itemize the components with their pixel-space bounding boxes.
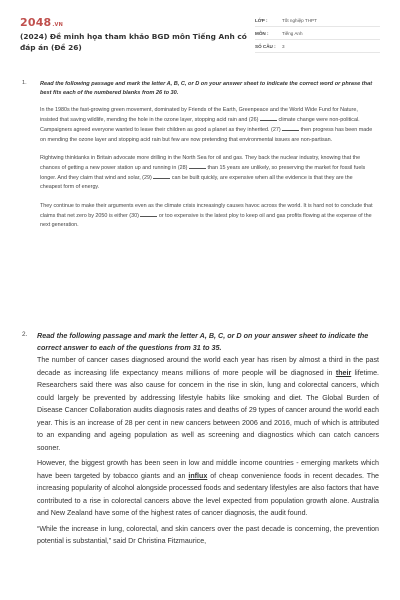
question-number: 2. [22,331,28,338]
passage-text: or too expensive is the latest ploy to keep oil and gas profits flowing at the expense of the next generation. [40,212,372,229]
blank-30 [140,211,157,217]
question-body [40,80,375,230]
question-instruction: Read the following passage and mark the letter A, B, C, or D on your answer sheet to indicate the correct answer to each of the questions from 31 to 35. [37,331,369,352]
passage-text: climate change were non-political. Campaigners agreed everyone wanted to leave their children as good a planet as they inherited. (27) [40,117,360,134]
meta-row-count [255,40,380,53]
passage-paragraph [37,354,379,454]
blank-28 [189,163,206,169]
site-logo[interactable] [20,16,63,29]
meta-table [255,14,380,53]
passage-paragraph: “While the increase in lung, colorectal, and skin cancers over the past decade is concerning, the prevention potential is substantial,” said Dr Christina Fitzmaurice, [37,524,379,546]
passage-text: then progress has been made on mending the ozone layer and stopping acid rain but few are now pretending that environmental issues are non-partisan. [40,127,373,143]
passage-text: of cheap convenience foods in recent decades. The increasing popularity of alcohol alongside processed foods and sedentary lifestyles are also factors that have contributed to a rise in colorectal cancers above the level expected from population growth alone. Australia and New Zealand have some of the highest rates of cancer diagnosis, the audit found. [37,471,379,518]
meta-row-class [255,14,380,27]
passage-text: In the 1980s the fast-growing green movement, dominated by Friends of the Earth, Greenpeace and the World Wide Fund for Nature, insisted that saving wildlife, mending the hole in the ozone layer, stopping acid rain and (26) [40,107,358,124]
passage-text: They continue to make their arguments even as the climate crisis increasingly causes havoc across the world. It is hard not to conclude that claims that net zero by 2050 is either (30) [40,202,373,219]
passage-text: However, the biggest growth has been seen in low and middle income countries - emerging markets which have been targeted by tobacco giants and an [37,459,379,480]
blank-26 [260,115,277,121]
meta-value: 3 [282,43,285,49]
question-number: 1. [22,80,27,86]
page-header [0,0,400,60]
meta-key: SỐ CÂU : [255,43,276,49]
logo-suffix: .VN [52,22,63,28]
document-title: (2024) Đề minh họa tham khảo BGD môn Tiếng Anh có đáp án (Đề 26) [20,32,247,52]
logo-text: 2048 [20,16,52,29]
passage-text: lifetime. Researchers said there was also cause for concern in the rise in skin, lung and colorectal cancers, which could largely be prevented by addressing lifestyle habits like smoking and diet. The Global Burden of Disease Cancer Collaboration audits diagnosis rates and deaths of 29 types of cancer around the world each year. This is an increase of 28 per cent in new cancers between 2006 and 2016, much of which is attributed to an expanding and ageing population as well as screening and diagnostics which can catch cancers sooner. [37,368,379,452]
passage-paragraph [40,154,375,193]
passage-paragraph [40,106,375,145]
meta-key: LỚP : [255,17,268,23]
question-instruction: Read the following passage and mark the letter A, B, C, or D on your answer sheet to indicate the correct word or phrase that best fits each of the numbered blanks from 26 to 30. [40,81,373,96]
highlighted-word: their [335,368,352,377]
passage-text: The number of cancer cases diagnosed around the world each year has risen by almost a third in the past decade as increasing life expectancy means millions of more people will be diagnosed in [37,356,379,377]
meta-key: MÔN : [255,30,269,36]
passage-paragraph [40,202,375,231]
passage-text: can be built quickly, are expensive when all the evidence is that they are the cheapest form of energy. [40,175,353,191]
passage-text: Rightwing thinktanks in Britain advocate more drilling in the North Sea for oil and gas. They back the nuclear industry, knowing that the chances of getting a new power station up and running in (28) [40,154,361,172]
highlighted-word: influx [188,471,208,480]
meta-row-subject [255,27,380,40]
meta-value: Tốt nghiệp THPT [282,17,317,23]
passage-text: than 15 years are unlikely, so preserving the market for fossil fuels longer. And they claim that wind and solar, (29) [40,165,366,182]
question-body [37,330,379,548]
blank-29 [153,173,170,179]
passage-paragraph [37,457,379,520]
meta-value: Tiếng Anh [282,30,303,36]
blank-27 [282,125,299,131]
